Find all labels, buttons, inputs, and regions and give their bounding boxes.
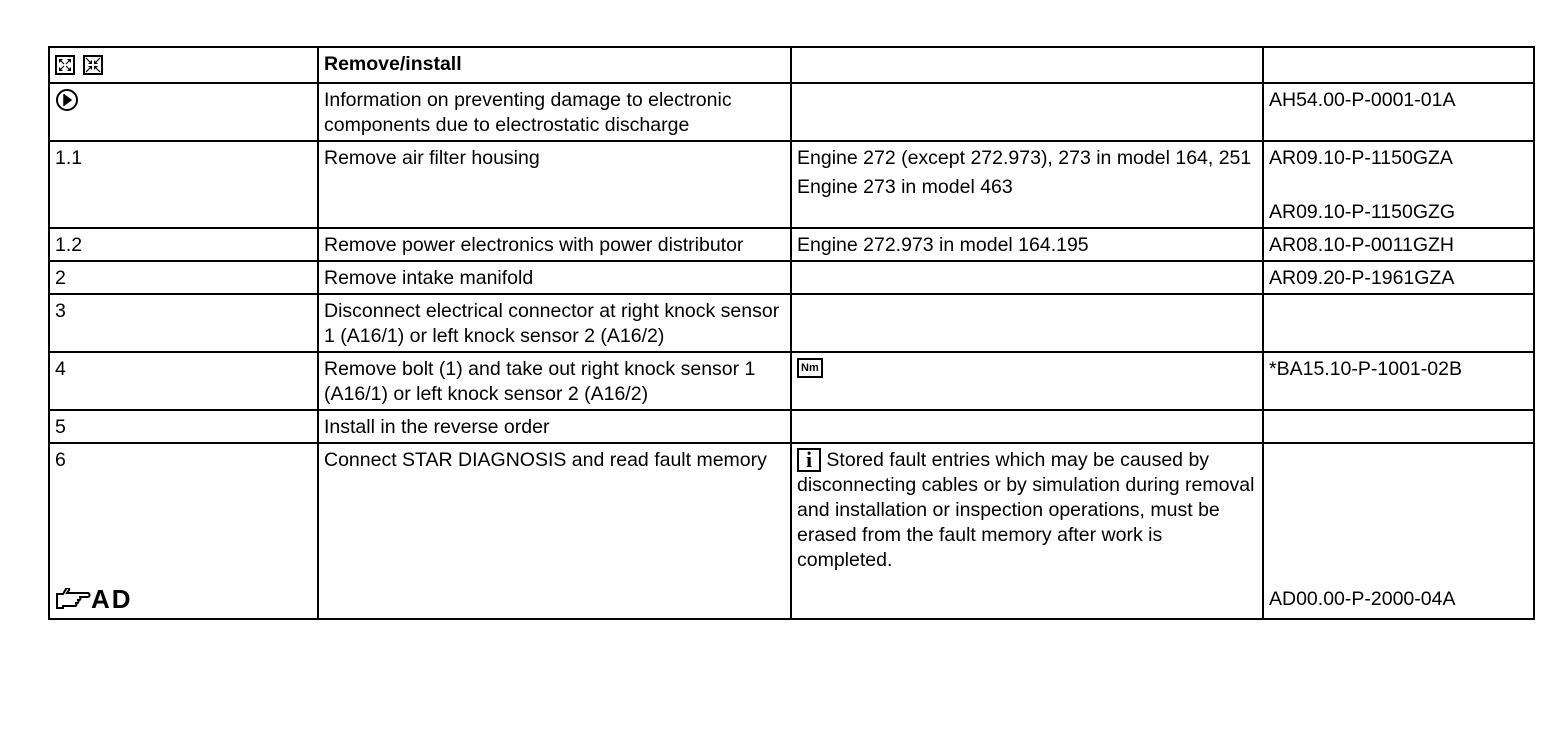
- note-text: Stored fault entries which may be caused by disconnecting cables or by simulation during removal and installation or inspection operations, must be erased from the fault memory after work is completed.: [797, 449, 1255, 571]
- reference-cell: [1263, 443, 1534, 619]
- task-cell: Install in the reverse order: [318, 410, 791, 443]
- table-row: [49, 410, 1534, 443]
- condition-cell: [791, 141, 1263, 228]
- pointing-hand-icon: [55, 588, 91, 610]
- table-row: [49, 228, 1534, 261]
- reference-link[interactable]: *BA15.10-P-1001-02B: [1263, 352, 1534, 410]
- additional-work-ref[interactable]: [55, 584, 133, 614]
- step-cell: 5: [49, 410, 318, 443]
- header-icons-cell: [49, 47, 318, 83]
- condition-cell: [791, 443, 1263, 619]
- table-row: [49, 261, 1534, 294]
- step-cell: 3: [49, 294, 318, 352]
- header-empty-cell: [1263, 47, 1534, 83]
- table-header-row: [49, 47, 1534, 83]
- step-cell: [49, 83, 318, 141]
- reference-link[interactable]: AR09.10-P-1150GZA: [1269, 147, 1453, 169]
- step-cell: [49, 443, 318, 619]
- condition-text: Engine 272 (except 272.973), 273 in model 164, 251: [797, 147, 1252, 169]
- reference-cell: [1263, 141, 1534, 228]
- expand-icon[interactable]: [55, 55, 75, 75]
- condition-cell: [791, 83, 1263, 141]
- table-row: [49, 141, 1534, 228]
- table-row: [49, 83, 1534, 141]
- task-cell: Information on preventing damage to electronic components due to electrostatic discharge: [318, 83, 791, 141]
- step-cell: 1.1: [49, 141, 318, 228]
- task-cell: Remove intake manifold: [318, 261, 791, 294]
- table-row: [49, 443, 1534, 619]
- additional-work-label: AD: [91, 584, 133, 614]
- reference-link[interactable]: AR09.20-P-1961GZA: [1263, 261, 1534, 294]
- condition-cell: [791, 294, 1263, 352]
- task-cell: Remove power electronics with power distributor: [318, 228, 791, 261]
- reference-link[interactable]: [1263, 294, 1534, 352]
- task-cell: Remove bolt (1) and take out right knock sensor 1 (A16/1) or left knock sensor 2 (A16/2): [318, 352, 791, 410]
- reference-link[interactable]: [1263, 410, 1534, 443]
- condition-cell: [791, 261, 1263, 294]
- esd-warning-icon: [55, 88, 79, 112]
- table-row: [49, 294, 1534, 352]
- reference-link[interactable]: AR08.10-P-0011GZH: [1263, 228, 1534, 261]
- info-icon: i: [797, 448, 821, 472]
- reference-link[interactable]: AD00.00-P-2000-04A: [1269, 588, 1456, 610]
- reference-link[interactable]: AH54.00-P-0001-01A: [1263, 83, 1534, 141]
- step-cell: 2: [49, 261, 318, 294]
- header-empty-cell: [791, 47, 1263, 83]
- reference-link[interactable]: AR09.10-P-1150GZG: [1269, 201, 1456, 223]
- condition-cell: Engine 272.973 in model 164.195: [791, 228, 1263, 261]
- task-cell: Disconnect electrical connector at right knock sensor 1 (A16/1) or left knock sensor 2 (A16/2): [318, 294, 791, 352]
- step-number: 6: [55, 449, 66, 471]
- header-title: Remove/install: [318, 47, 791, 83]
- procedure-table: [48, 46, 1535, 620]
- condition-cell: [791, 410, 1263, 443]
- step-cell: 1.2: [49, 228, 318, 261]
- condition-text: Engine 273 in model 463: [797, 176, 1013, 198]
- torque-nm-icon[interactable]: Nm: [797, 358, 823, 378]
- task-cell: Connect STAR DIAGNOSIS and read fault memory: [318, 443, 791, 619]
- collapse-icon[interactable]: [83, 55, 103, 75]
- step-cell: 4: [49, 352, 318, 410]
- task-cell: Remove air filter housing: [318, 141, 791, 228]
- table-row: [49, 352, 1534, 410]
- condition-cell: [791, 352, 1263, 410]
